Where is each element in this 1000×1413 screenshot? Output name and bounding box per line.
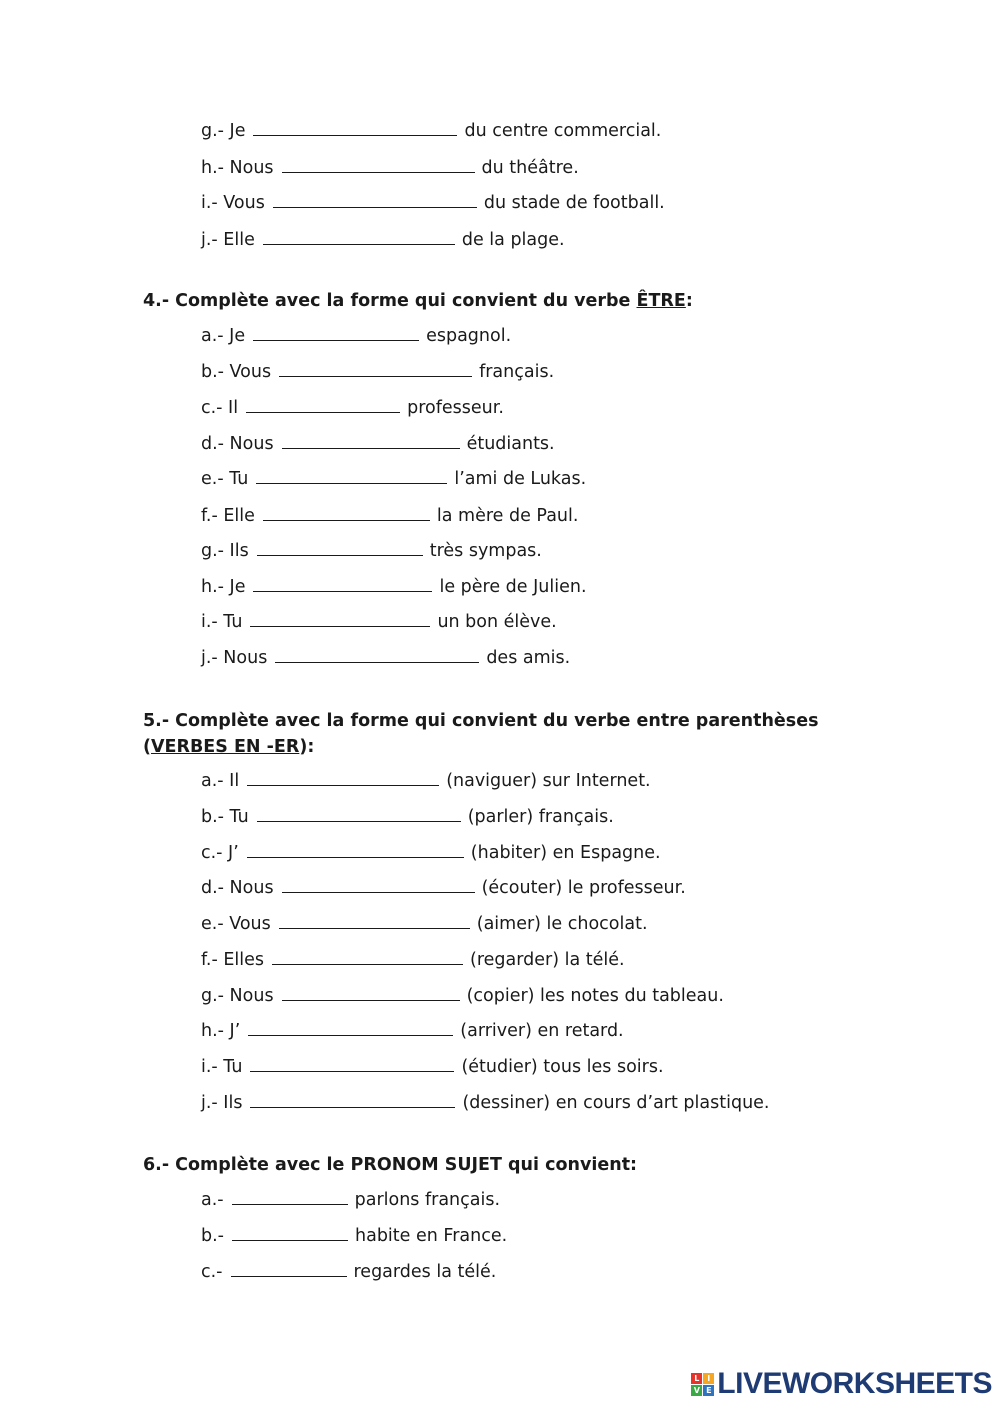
s5-item-h	[201, 1020, 624, 1042]
item-label: c.- J’	[201, 843, 239, 863]
liveworksheets-logo	[691, 1367, 992, 1401]
s4-item-j	[201, 647, 570, 669]
answer-blank[interactable]	[263, 506, 430, 521]
item-text: (dessiner) en cours d’art plastique.	[462, 1093, 770, 1113]
item-label: c.-	[201, 1262, 223, 1282]
s4-item-d	[201, 433, 555, 455]
item-label: a.-	[201, 1190, 224, 1210]
answer-blank[interactable]	[248, 1021, 453, 1036]
item-label: c.- Il	[201, 398, 239, 418]
s4-item-i	[201, 611, 557, 633]
answer-blank[interactable]	[250, 612, 430, 627]
s5-item-e	[201, 913, 648, 935]
item-text: habite en France.	[355, 1226, 508, 1246]
answer-blank[interactable]	[257, 541, 423, 556]
item-label: h.- J’	[201, 1021, 241, 1041]
answer-blank[interactable]	[253, 326, 419, 341]
item-text: (aimer) le chocolat.	[476, 914, 648, 934]
item-text: (regarder) la télé.	[470, 950, 625, 970]
answer-blank[interactable]	[232, 1226, 348, 1241]
s6-item-c	[201, 1261, 496, 1283]
item-text: l’ami de Lukas.	[454, 469, 587, 489]
s5-item-g	[201, 985, 724, 1007]
item-label: b.-	[201, 1226, 224, 1246]
s5-item-c	[201, 842, 661, 864]
logo-wordmark: LIVEWORKSHEETS	[717, 1367, 992, 1400]
answer-blank[interactable]	[231, 1262, 347, 1277]
s5-item-f	[201, 949, 625, 971]
answer-blank[interactable]	[253, 121, 457, 136]
s3-item-i	[201, 192, 665, 214]
s5-item-j	[201, 1092, 770, 1114]
item-label: b.- Tu	[201, 807, 249, 827]
answer-blank[interactable]	[282, 986, 460, 1001]
answer-blank[interactable]	[253, 577, 432, 592]
item-label: e.- Tu	[201, 469, 249, 489]
item-label: i.- Tu	[201, 612, 243, 632]
s5-item-a	[201, 770, 651, 792]
answer-blank[interactable]	[279, 362, 472, 377]
item-label: g.- Ils	[201, 541, 249, 561]
answer-blank[interactable]	[272, 950, 463, 965]
answer-blank[interactable]	[250, 1057, 454, 1072]
answer-blank[interactable]	[282, 158, 475, 173]
item-text: regardes la télé.	[353, 1262, 497, 1282]
item-text: (parler) français.	[467, 807, 614, 827]
answer-blank[interactable]	[282, 434, 460, 449]
s3-item-j	[201, 229, 565, 251]
answer-blank[interactable]	[247, 843, 464, 858]
item-text: (copier) les notes du tableau.	[466, 986, 724, 1006]
item-label: h.- Je	[201, 577, 246, 597]
item-text: du théâtre.	[481, 158, 579, 178]
item-text: professeur.	[407, 398, 504, 418]
item-label: h.- Nous	[201, 158, 274, 178]
s3-item-h	[201, 157, 579, 179]
item-label: a.- Il	[201, 771, 240, 791]
s4-item-b	[201, 361, 554, 383]
section5-title-open: (	[143, 737, 151, 757]
item-text: (arriver) en retard.	[460, 1021, 624, 1041]
item-text: du centre commercial.	[464, 121, 662, 141]
item-label: g.- Nous	[201, 986, 274, 1006]
answer-blank[interactable]	[256, 469, 447, 484]
answer-blank[interactable]	[232, 1190, 348, 1205]
s4-item-g	[201, 540, 542, 562]
item-text: (naviguer) sur Internet.	[446, 771, 651, 791]
item-label: g.- Je	[201, 121, 246, 141]
logo-letter-v: V	[691, 1385, 702, 1396]
answer-blank[interactable]	[263, 230, 455, 245]
item-text: parlons français.	[354, 1190, 501, 1210]
item-text: le père de Julien.	[439, 577, 587, 597]
s5-item-i	[201, 1056, 664, 1078]
liveworksheets-logo-icon	[691, 1373, 714, 1396]
item-label: e.- Vous	[201, 914, 271, 934]
section6-title: 6.- Complète avec le PRONOM SUJET qui convient:	[143, 1155, 638, 1175]
item-text: (écouter) le professeur.	[481, 878, 686, 898]
item-label: i.- Vous	[201, 193, 265, 213]
item-text: espagnol.	[426, 326, 512, 346]
s5-item-b	[201, 806, 614, 828]
s4-item-h	[201, 576, 587, 598]
s4-item-a	[201, 325, 511, 347]
item-text: (étudier) tous les soirs.	[461, 1057, 664, 1077]
answer-blank[interactable]	[273, 193, 477, 208]
section4-title-colon: :	[685, 291, 693, 311]
section5-verb: VERBES EN -ER	[151, 737, 300, 757]
s4-item-f	[201, 505, 578, 527]
s3-item-g	[201, 120, 661, 142]
item-label: f.- Elles	[201, 950, 264, 970]
item-text: (habiter) en Espagne.	[470, 843, 661, 863]
logo-letter-i: I	[703, 1373, 714, 1384]
item-text: très sympas.	[429, 541, 542, 561]
answer-blank[interactable]	[257, 807, 461, 822]
item-label: f.- Elle	[201, 506, 255, 526]
item-label: d.- Nous	[201, 878, 274, 898]
section5-title	[143, 708, 856, 760]
item-text: étudiants.	[466, 434, 555, 454]
item-label: d.- Nous	[201, 434, 274, 454]
item-text: des amis.	[486, 648, 571, 668]
s4-item-e	[201, 468, 586, 490]
s6-item-b	[201, 1225, 507, 1247]
s6-item-a	[201, 1189, 500, 1211]
item-text: de la plage.	[461, 230, 565, 250]
item-text: la mère de Paul.	[436, 506, 579, 526]
answer-blank[interactable]	[275, 648, 479, 663]
item-text: français.	[479, 362, 555, 382]
item-label: j.- Elle	[201, 230, 255, 250]
s5-item-d	[201, 877, 686, 899]
item-label: j.- Nous	[201, 648, 268, 668]
section4-title	[143, 288, 693, 314]
item-text: un bon élève.	[437, 612, 557, 632]
answer-blank[interactable]	[246, 398, 400, 413]
logo-letter-l: L	[691, 1373, 702, 1384]
item-label: i.- Tu	[201, 1057, 243, 1077]
item-label: j.- Ils	[201, 1093, 243, 1113]
section5-title-text: 5.- Complète avec la forme qui convient du verbe entre parenthèses	[143, 711, 819, 731]
answer-blank[interactable]	[279, 914, 470, 929]
item-text: du stade de football.	[483, 193, 665, 213]
s4-item-c	[201, 397, 504, 419]
logo-letter-e: E	[703, 1385, 714, 1396]
answer-blank[interactable]	[282, 878, 475, 893]
item-label: b.- Vous	[201, 362, 272, 382]
section4-verb: ÊTRE	[636, 291, 686, 311]
section4-title-text: 4.- Complète avec la forme qui convient du verbe	[143, 291, 637, 311]
item-label: a.- Je	[201, 326, 246, 346]
answer-blank[interactable]	[250, 1093, 455, 1108]
answer-blank[interactable]	[247, 771, 439, 786]
section5-title-close: ):	[299, 737, 315, 757]
